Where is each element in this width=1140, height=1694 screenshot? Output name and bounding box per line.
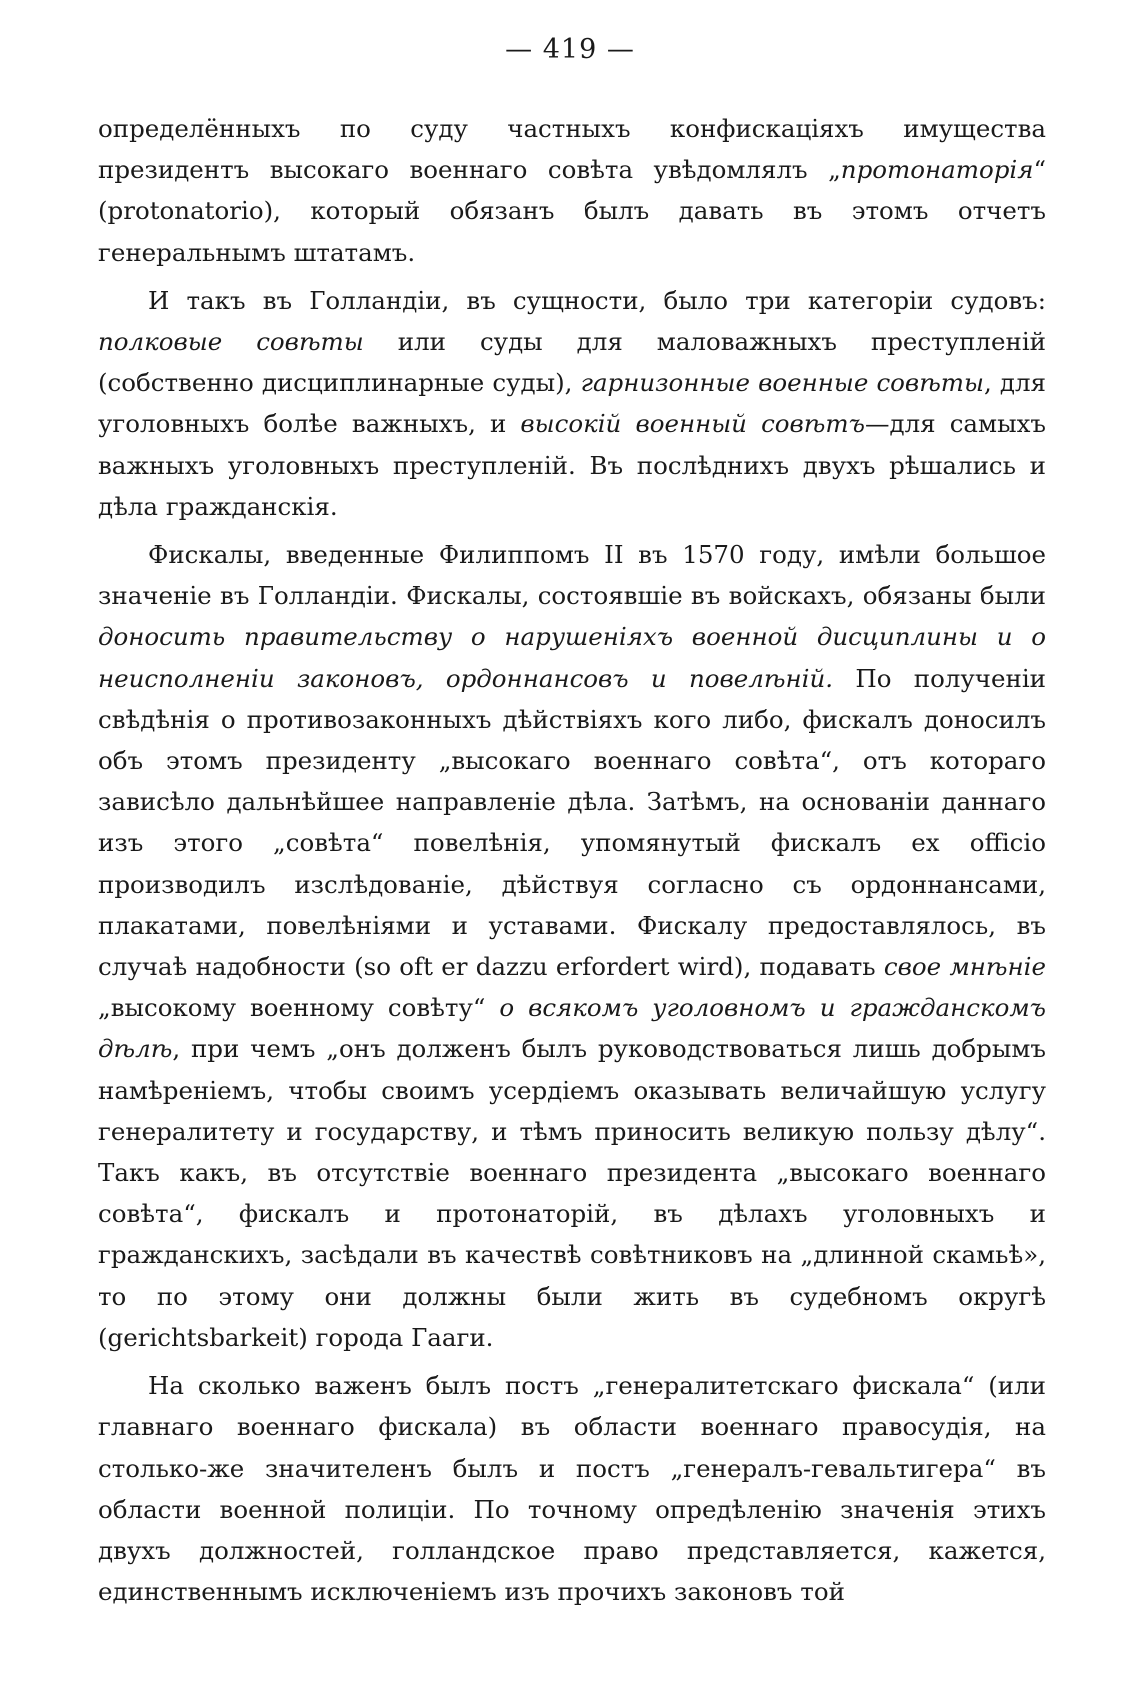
italic-term: протонаторiя: [840, 155, 1034, 185]
text-segment: , для уголовныхъ болѣе важныхъ, и: [98, 368, 1047, 439]
text-segment: Фискалы, введенные Филиппомъ II въ 1570 году, имѣли большое значенiе въ Голландiи. Фискалы, состоявшiе въ войскахъ, обязаны были: [98, 540, 1046, 611]
paragraph-1: [98, 108, 1046, 273]
text-segment: или суды для маловажныхъ преступленiй (собственно дисциплинарные суды),: [98, 327, 1046, 398]
text-segment: По полученiи свѣдѣнiя о противозаконныхъ дѣйствiяхъ кого либо, фискалъ доносилъ объ этомъ президенту „высокаго военнаго совѣта“, отъ котораго зависѣло дальнѣйшее направленiе дѣла. Затѣмъ, на основанiи даннаго изъ этого „совѣта“ повелѣнiя, упомянутый фискалъ ex officio производилъ изслѣдованiе, дѣйствуя согласно съ ордоннансами, плакатами, повелѣнiями и уставами. Фискалу предоставлялось, въ случаѣ надобности (so oft er dazzu erfordert wird), подавать: [98, 663, 1046, 982]
italic-phrase: доносить правительству о нарушенiяхъ военной дисциплины и о неисполненiи законовъ, ордоннансовъ и повелѣнiй.: [98, 622, 1046, 693]
italic-term: гарнизонные военные совѣты: [580, 368, 984, 398]
text-segment: , при чемъ „онъ долженъ былъ руководствоваться лишь добрымъ намѣренiемъ, чтобы своимъ усердiемъ оказывать величайшую услугу генералитету и государству, и тѣмъ приносить великую пользу дѣлу“. Такъ какъ, въ отсутствiе военнаго президента „высокаго военнаго совѣта“, фискалъ и протонаторiй, въ дѣлахъ уголовныхъ и гражданскихъ, засѣдали въ качествѣ совѣтниковъ на „длинной скамьѣ», то по этому они должны были жить въ судебномъ округѣ (gerichtsbarkeit) города Гааги.: [98, 1034, 1046, 1352]
text-segment: —для самыхъ важныхъ уголовныхъ преступленiй. Въ послѣднихъ двухъ рѣшались и дѣла гражданскiя.: [98, 409, 1046, 521]
text-segment: На сколько важенъ былъ постъ „генералитетскаго фискала“ (или главнаго военнаго фискала) въ области военнаго правосудiя, на столько-же значителенъ былъ и постъ „генералъ-гевальтигера“ въ области военной полицiи. По точному опредѣленiю значенiя этихъ двухъ должностей, голландское право представляется, кажется, единственнымъ исключенiемъ изъ прочихъ законовъ той: [98, 1371, 1046, 1607]
text-segment: определённыхъ по суду частныхъ конфискацiяхъ имущества президентъ высокаго военнаго совѣта увѣдомлялъ „: [98, 114, 1046, 185]
text-segment: „высокому военному совѣту“: [98, 993, 500, 1023]
text-segment: И такъ въ Голландiи, въ сущности, было три категорiи судовъ:: [148, 285, 1046, 315]
body-text: [98, 108, 1046, 1612]
italic-term: свое мнѣнiе: [883, 952, 1046, 982]
paragraph-3: [98, 534, 1046, 1358]
italic-term: полковые совѣты: [98, 327, 364, 357]
paragraph-4: [98, 1365, 1046, 1612]
paragraph-2: [98, 280, 1046, 527]
italic-term: высокiй военный совѣтъ: [520, 409, 865, 439]
italic-phrase: о всякомъ уголовномъ и гражданскомъ дѣлѣ: [98, 993, 1047, 1064]
page-number: — 419 —: [505, 34, 635, 65]
text-segment: “ (protonatorio), который обязанъ былъ давать въ этомъ отчетъ генеральнымъ штатамъ.: [98, 155, 1046, 267]
